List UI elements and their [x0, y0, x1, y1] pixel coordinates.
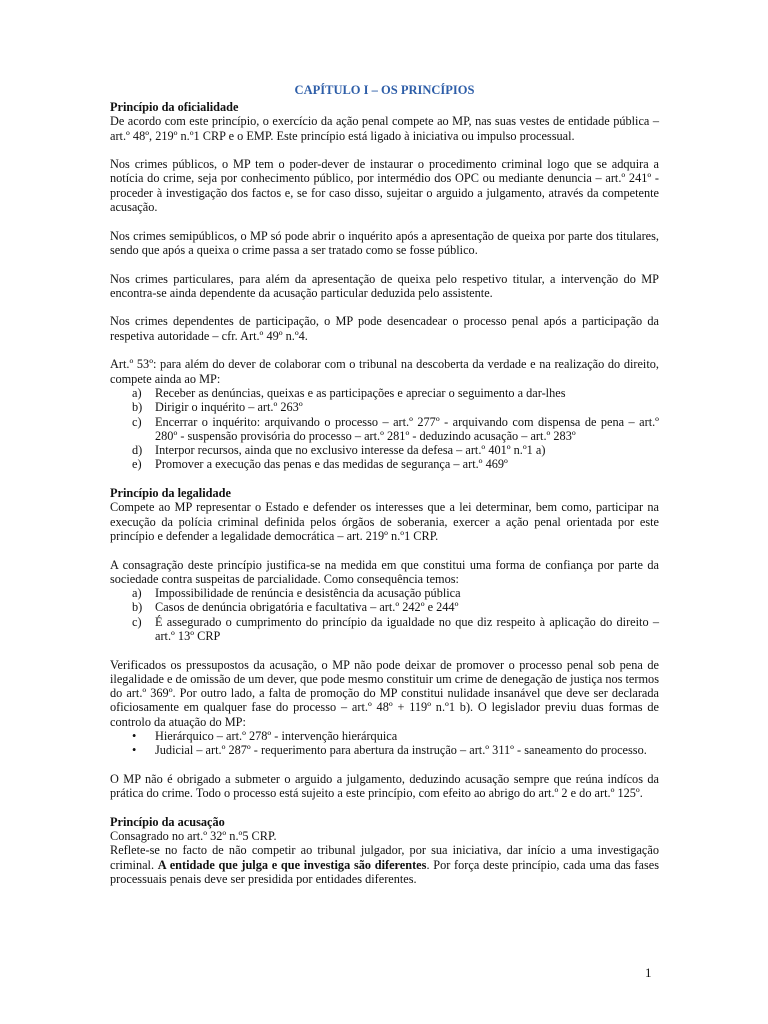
list-item-text: Receber as denúncias, queixas e as participações e apreciar o seguimento a dar-lhes	[155, 385, 566, 400]
list-item-text: Impossibilidade de renúncia e desistência da acusação pública	[155, 586, 461, 601]
list-item	[110, 586, 659, 600]
list-item	[110, 386, 659, 400]
page-number: 1	[645, 965, 652, 980]
control-forms-list	[110, 729, 659, 758]
section-heading-acusacao: Princípio da acusação	[110, 814, 225, 829]
list-item-text: Promover a execução das penas e das medidas de segurança – art.º 469º	[155, 457, 508, 472]
list-item-text: Judicial – art.º 287º - requerimento para abertura da instrução – art.º 311º - saneamento do processo.	[155, 743, 647, 758]
list-item	[110, 457, 659, 471]
list-item	[110, 415, 659, 444]
list-item-text: Interpor recursos, ainda que no exclusivo interesse da defesa – art.º 401º n.º1 a)	[155, 443, 546, 458]
list-item-text: Casos de denúncia obrigatória e facultativa – art.º 242º e 244º	[155, 600, 459, 615]
list-item	[110, 615, 659, 644]
paragraph: A consagração deste princípio justifica-se na medida em que constitui uma forma de confiança por parte da sociedade contra suspeitas de parcialidade. Como consequência temos:	[110, 557, 659, 586]
list-marker: c)	[132, 614, 142, 629]
bullet-icon: •	[132, 743, 137, 758]
paragraph-text: . Por força deste princípio, cada uma das fases processuais penais deve ser presidida por entidades diferentes.	[110, 857, 660, 887]
paragraph: Art.º 53º: para além do dever de colaborar com o tribunal na descoberta da verdade e na realização do direito, compete ainda ao MP:	[110, 357, 659, 386]
paragraph: Consagrado no art.º 32º n.º5 CRP.	[110, 829, 277, 844]
list-marker: a)	[132, 385, 142, 400]
list-item	[110, 743, 659, 757]
list-item	[110, 443, 659, 457]
list-marker: c)	[132, 414, 142, 429]
chapter-title: CAPÍTULO I – OS PRINCÍPIOS	[294, 83, 475, 97]
list-item	[110, 729, 659, 743]
list-item-text: Dirigir o inquérito – art.º 263º	[155, 400, 303, 415]
paragraph	[110, 843, 659, 886]
paragraph: De acordo com este princípio, o exercício da ação penal compete ao MP, nas suas vestes de entidade pública – art.º 48º, 219º n.º1 CRP e o EMP. Este princípio está ligado à iniciativa ou impulso processual.	[110, 114, 659, 143]
list-marker: e)	[132, 457, 142, 472]
list-item	[110, 400, 659, 414]
paragraph: Nos crimes semipúblicos, o MP só pode abrir o inquérito após a apresentação de queixa por parte dos titulares, sendo que após a queixa o crime passa a ser tratado como se fosse público.	[110, 228, 659, 257]
paragraph: O MP não é obrigado a submeter o arguido a julgamento, deduzindo acusação sempre que reúna indícos da prática do crime. Todo o processo está sujeito a este princípio, com efeito ao abrigo do art.º 2 e do art.º 125º.	[110, 771, 659, 801]
mp-competences-list	[110, 386, 659, 472]
paragraph: Verificados os pressupostos da acusação, o MP não pode deixar de promover o processo penal sob pena de ilegalidade e de omissão de um dever, que pode mesmo constituir um crime de denegação de justiça nos termos do art.º 369º. Por outro lado, a falta de promoção do MP constitui nulidade insanável que deve ser declarada oficiosamente em qualquer fase do processo – art.º 48º + 119º n.º1 b). O legislador previu duas formas de controlo da atuação do MP:	[110, 657, 659, 729]
paragraph-text: Reflete-se no facto de não competir ao tribunal julgador, por sua iniciativa, dar início a uma investigação criminal.	[110, 843, 659, 872]
list-item	[110, 600, 659, 614]
list-item-text: Encerrar o inquérito: arquivando o processo – art.º 277º - arquivando com dispensa de pena – art.º 280º - suspensão provisória do processo – art.º 281º - deduzindo acusação – art.º 283º	[155, 414, 659, 443]
list-item-text: Hierárquico – art.º 278º - intervenção hierárquica	[155, 729, 398, 744]
section-heading-oficialidade: Princípio da oficialidade	[110, 100, 239, 114]
section-heading-legalidade: Princípio da legalidade	[110, 486, 231, 501]
page-content	[110, 83, 659, 886]
list-marker: b)	[132, 600, 143, 615]
paragraph: Nos crimes particulares, para além da apresentação de queixa pelo respetivo titular, a intervenção do MP encontra-se ainda dependente da acusação particular deduzida pelo assistente.	[110, 271, 659, 300]
paragraph: Nos crimes públicos, o MP tem o poder-dever de instaurar o procedimento criminal logo que se adquira a notícia do crime, seja por conhecimento público, por intermédio dos OPC ou mediante denuncia – art.º 241º - proceder à investigação dos factos e, se for caso disso, sujeitar o arguido a julgamento, através da competente acusação.	[110, 157, 659, 215]
list-marker: b)	[132, 400, 143, 415]
list-item-text: É assegurado o cumprimento do princípio da igualdade no que diz respeito à aplicação do direito – art.º 13º CRP	[155, 614, 659, 643]
list-marker: a)	[132, 586, 142, 601]
list-marker: d)	[132, 443, 143, 458]
emphasis-text: A entidade que julga e que investiga são diferentes	[157, 857, 427, 872]
paragraph: Compete ao MP representar o Estado e defender os interesses que a lei determinar, bem como, participar na execução da polícia criminal definida pelos órgãos de soberania, exercer a ação penal orientada por este princípio e defender a legalidade democrática – art. 219º n.º1 CRP.	[110, 500, 659, 543]
paragraph: Nos crimes dependentes de participação, o MP pode desencadear o processo penal após a participação da respetiva autoridade – cfr. Art.º 49º n.º4.	[110, 314, 659, 343]
consequences-list	[110, 586, 659, 643]
bullet-icon: •	[132, 729, 137, 744]
